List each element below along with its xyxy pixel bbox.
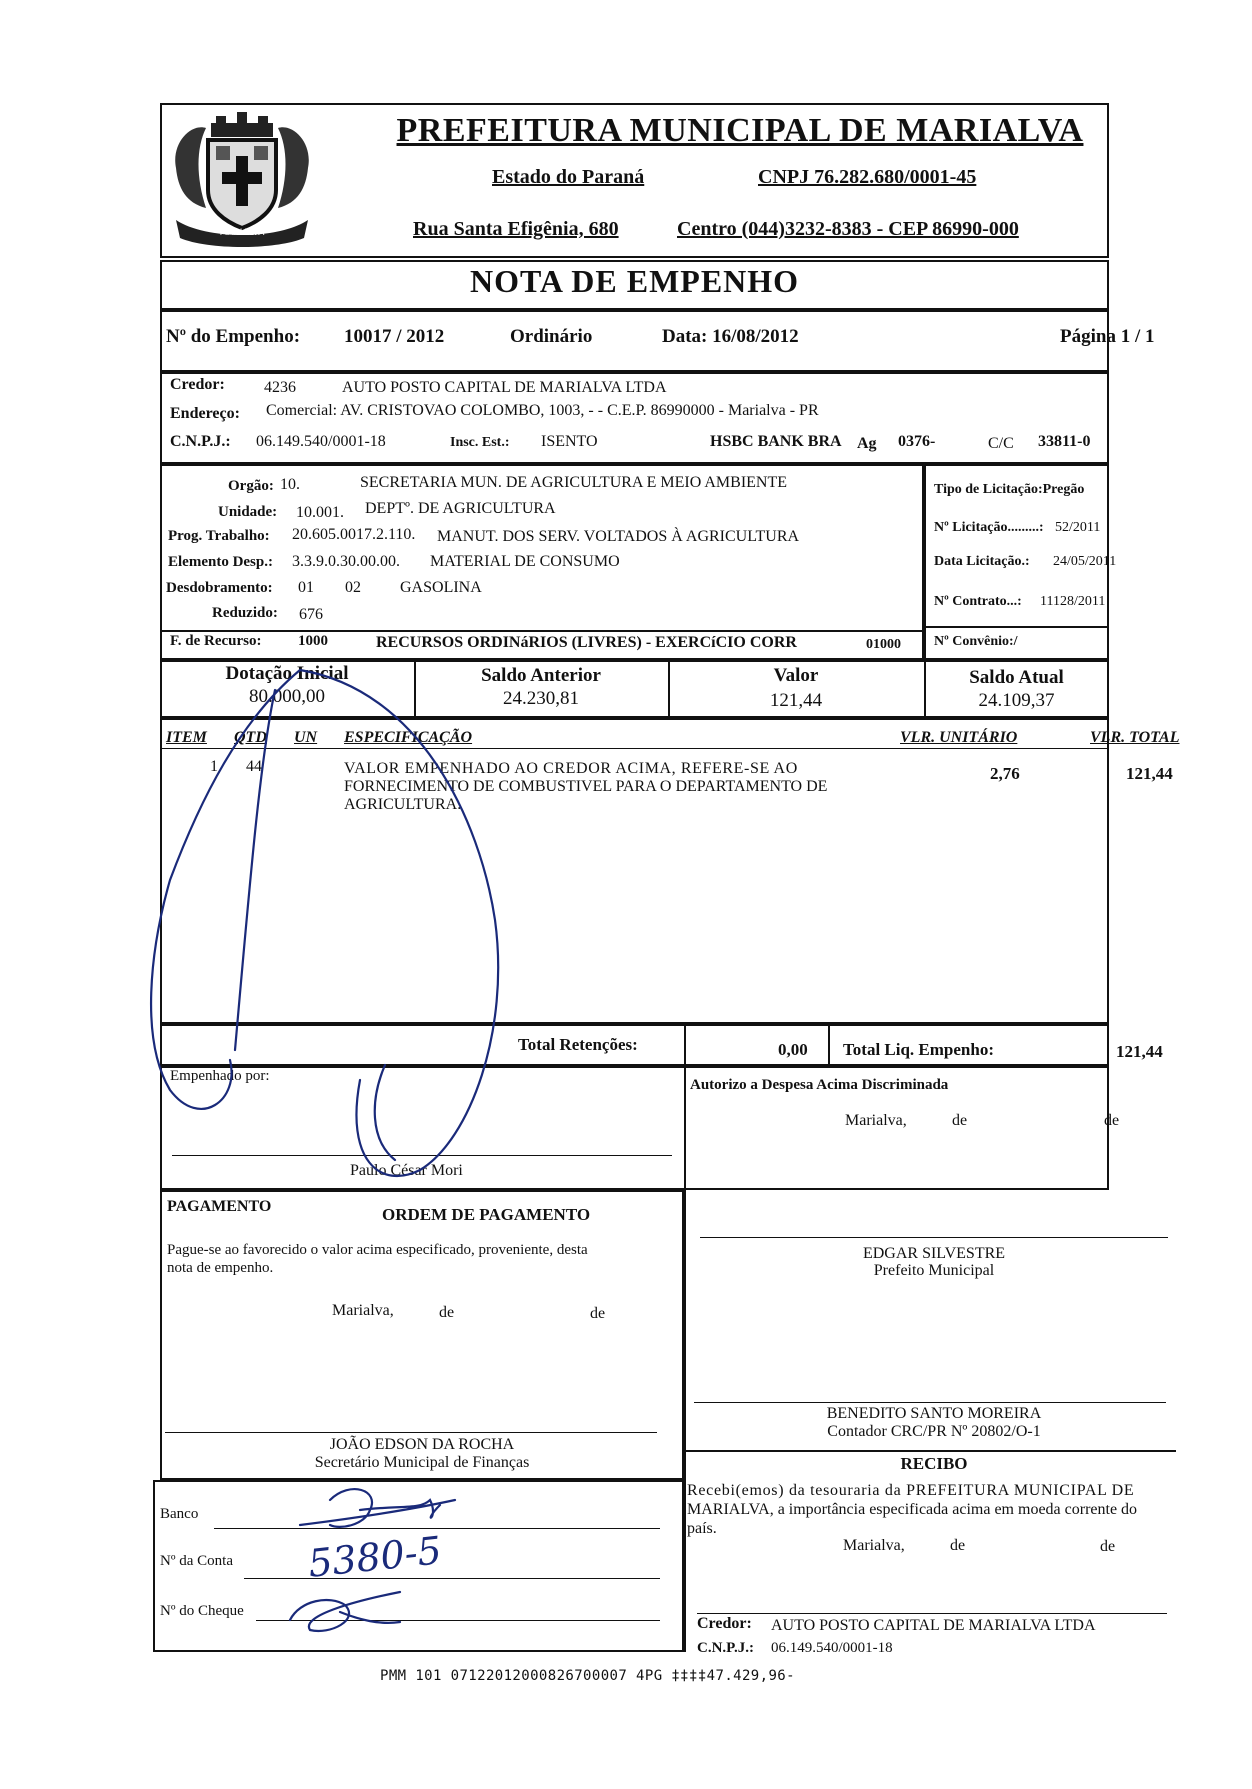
desdob-label: Desdobramento:: [166, 580, 273, 596]
licitacao-data-label: Data Licitação.:: [934, 554, 1030, 569]
credor-cc-label: C/C: [988, 435, 1014, 452]
svg-text:MARIALVA: MARIALVA: [219, 228, 265, 238]
orgao-name: SECRETARIA MUN. DE AGRICULTURA E MEIO AMBIENTE: [360, 474, 788, 491]
row-spec-line2: FORNECIMENTO DE COMBUSTIVEL PARA O DEPARTAMENTO DE: [344, 778, 828, 795]
valor-value: 121,44: [769, 690, 823, 711]
orgao-code: 10.: [280, 476, 300, 493]
autorizo-city: Marialva,: [845, 1112, 907, 1129]
pagamento-de-2: de: [590, 1305, 606, 1322]
recibo-credor-label: Credor:: [697, 1615, 752, 1632]
cheque-field-line: [256, 1620, 660, 1621]
empenhado-signature-line: [172, 1155, 672, 1156]
credor-insc: ISENTO: [541, 433, 598, 450]
doc-title: NOTA DE EMPENHO: [469, 263, 800, 299]
pagamento-city: Marialva,: [332, 1302, 394, 1319]
row-spec-line1: VALOR EMPENHADO AO CREDOR ACIMA, REFERE-SE AO: [344, 760, 798, 777]
conta-label: Nº da Conta: [160, 1553, 233, 1569]
ordem-pagamento-label: ORDEM DE PAGAMENTO: [382, 1205, 591, 1224]
saldo-anterior-label: Saldo Anterior: [481, 665, 601, 686]
credor-name: AUTO POSTO CAPITAL DE MARIALVA LTDA: [342, 379, 667, 396]
prog-name: MANUT. DOS SERV. VOLTADOS À AGRICULTURA: [437, 528, 800, 545]
col-qtd: QTD: [234, 729, 267, 746]
recibo-credor-name: AUTO POSTO CAPITAL DE MARIALVA LTDA: [771, 1617, 1096, 1634]
banco-label: Banco: [160, 1506, 199, 1522]
header-district-phone: Centro (044)3232-8383 - CEP 86990-000: [677, 218, 1019, 240]
header-state: Estado do Paraná: [492, 166, 645, 188]
licitacao-tipo: Tipo de Licitação:Pregão: [934, 482, 1085, 497]
recibo-title: RECIBO: [900, 1454, 968, 1473]
secretario-role: Secretário Municipal de Finanças: [314, 1454, 530, 1471]
reduzido-value: 676: [299, 606, 323, 623]
pagamento-text-1: Pague-se ao favorecido o valor acima especificado, proveniente, desta: [167, 1242, 588, 1258]
credor-address: Comercial: AV. CRISTOVAO COLOMBO, 1003, - - C.E.P. 86990000 - Marialva - PR: [266, 402, 819, 419]
empenhado-label: Empenhado por:: [170, 1068, 270, 1084]
row-spec-line3: AGRICULTURA.: [344, 796, 462, 813]
licitacao-data: 24/05/2011: [1053, 554, 1117, 569]
credor-insc-label: Insc. Est.:: [450, 435, 510, 450]
licitacao-convenio: Nº Convênio:/: [934, 634, 1018, 649]
contador-name: BENEDITO SANTO MOREIRA: [826, 1405, 1042, 1422]
recibo-de-2: de: [1100, 1538, 1116, 1555]
empenho-label: Nº do Empenho:: [166, 326, 301, 347]
contador-signature-line: [694, 1402, 1166, 1403]
saldo-anterior-value: 24.230,81: [503, 688, 579, 709]
pagamento-de-1: de: [439, 1304, 455, 1321]
liquido-label: Total Liq. Empenho:: [843, 1040, 994, 1059]
dotacao-label: Dotação Inicial: [225, 663, 349, 684]
credor-ag-label: Ag: [857, 435, 877, 452]
col-total: VLR. TOTAL: [1090, 729, 1180, 746]
credor-cc: 33811-0: [1038, 433, 1091, 450]
prog-code: 20.605.0017.2.110.: [292, 526, 416, 543]
empenho-number: 10017 / 2012: [344, 326, 445, 347]
licitacao-contrato-label: Nº Contrato...:: [934, 594, 1022, 609]
col-un: UN: [294, 729, 318, 746]
recibo-top-divider: [684, 1450, 1176, 1452]
licitacao-contrato: 11128/2011: [1040, 594, 1106, 609]
header-title: PREFEITURA MUNICIPAL DE MARIALVA: [396, 112, 1084, 149]
autorizo-de-2: de: [1104, 1112, 1120, 1129]
recibo-city: Marialva,: [843, 1537, 905, 1554]
empenho-type: Ordinário: [510, 326, 593, 347]
secretario-name: JOÃO EDSON DA ROCHA: [329, 1436, 515, 1453]
secretario-signature-line: [165, 1432, 657, 1433]
row-total: 121,44: [1126, 764, 1173, 783]
credor-address-label: Endereço:: [170, 405, 240, 422]
licitacao-numero-label: Nº Licitação.........:: [934, 520, 1044, 535]
prefeito-name: EDGAR SILVESTRE: [862, 1245, 1006, 1262]
orgao-label: Orgão:: [228, 478, 274, 494]
recibo-text-3: país.: [687, 1520, 717, 1537]
conta-handwritten: 5380-5: [306, 1528, 444, 1586]
recibo-cnpj-label: C.N.P.J.:: [697, 1640, 754, 1656]
items-header-divider: [160, 748, 1109, 749]
footer-code: PMM 101 07122012000826700007 4PG ‡‡‡‡47.429,96-: [380, 1668, 795, 1684]
contador-role: Contador CRC/PR Nº 20802/O-1: [827, 1423, 1041, 1440]
recurso-name: RECURSOS ORDINáRIOS (LIVRES) - EXERCíCIO CORR: [376, 634, 797, 651]
recibo-text-1: Recebi(emos) da tesouraria da PREFEITURA MUNICIPAL DE: [687, 1482, 1135, 1499]
coat-of-arms-logo: [166, 108, 318, 253]
recurso-divider: [160, 630, 924, 632]
saldo-atual-value: 24.109,37: [978, 690, 1055, 711]
recibo-signature-line: [697, 1613, 1167, 1614]
valor-label: Valor: [773, 665, 819, 686]
desdob-b: 02: [345, 579, 361, 596]
conta-field-line: [244, 1578, 660, 1579]
row-qtd: 44: [246, 758, 262, 775]
elemento-code: 3.3.9.0.30.00.00.: [292, 553, 400, 570]
credor-ag: 0376-: [898, 433, 936, 450]
prefeito-role: Prefeito Municipal: [873, 1262, 995, 1279]
credor-bank: HSBC BANK BRA: [710, 433, 842, 450]
credor-cnpj: 06.149.540/0001-18: [256, 433, 386, 450]
retencoes-label: Total Retenções:: [518, 1035, 638, 1054]
col-spec: ESPECIFICAÇÃO: [344, 729, 473, 746]
pagamento-text-2: nota de empenho.: [167, 1260, 274, 1276]
desdob-a: 01: [298, 579, 314, 596]
pagamento-label: PAGAMENTO: [167, 1198, 272, 1215]
unidade-code: 10.001.: [296, 504, 344, 521]
elemento-name: MATERIAL DE CONSUMO: [430, 553, 620, 570]
totals-divider-1: [684, 1024, 686, 1066]
recibo-de-1: de: [950, 1537, 966, 1554]
header-cnpj: CNPJ 76.282.680/0001-45: [758, 166, 977, 188]
header-address: Rua Santa Efigênia, 680: [413, 218, 619, 240]
col-unit: VLR. UNITÁRIO: [900, 729, 1018, 746]
empenho-box: [160, 310, 1109, 372]
licitacao-numero: 52/2011: [1055, 520, 1101, 535]
desdob-name: GASOLINA: [400, 579, 482, 596]
recurso-num: 01000: [866, 637, 901, 652]
recibo-text-2: MARIALVA, a importância especificada acima em moeda corrente do: [687, 1501, 1138, 1518]
saldo-atual-label: Saldo Atual: [969, 667, 1064, 688]
empenhado-name: Paulo César Mori: [350, 1162, 463, 1179]
recibo-cnpj: 06.149.540/0001-18: [771, 1640, 893, 1656]
autorizo-text: Autorizo a Despesa Acima Discriminada: [690, 1077, 949, 1093]
dotacao-value: 80.000,00: [249, 686, 325, 707]
row-unit: 2,76: [990, 764, 1020, 783]
recurso-code: 1000: [298, 633, 328, 649]
totals-divider-2: [828, 1024, 830, 1066]
col-item: ITEM: [166, 729, 207, 746]
convenio-divider: [924, 626, 1109, 628]
empenho-page: Página 1 / 1: [1060, 326, 1155, 347]
cheque-label: Nº do Cheque: [160, 1603, 244, 1619]
row-item: 1: [210, 758, 218, 775]
center-divider: [684, 1066, 686, 1652]
prog-label: Prog. Trabalho:: [168, 528, 270, 544]
unidade-label: Unidade:: [218, 504, 278, 520]
recurso-label: F. de Recurso:: [170, 633, 262, 649]
credor-label: Credor:: [170, 376, 225, 393]
elemento-label: Elemento Desp.:: [168, 554, 273, 570]
credor-cnpj-label: C.N.P.J.:: [170, 433, 231, 450]
credor-code: 4236: [264, 379, 296, 396]
empenho-date: Data: 16/08/2012: [662, 326, 799, 347]
autorizo-de-1: de: [952, 1112, 968, 1129]
unidade-name: DEPTº. DE AGRICULTURA: [365, 500, 556, 517]
prefeito-signature-line: [700, 1237, 1168, 1238]
liquido-value: 121,44: [1116, 1042, 1163, 1061]
retencoes-value: 0,00: [778, 1040, 808, 1059]
reduzido-label: Reduzido:: [212, 605, 278, 621]
